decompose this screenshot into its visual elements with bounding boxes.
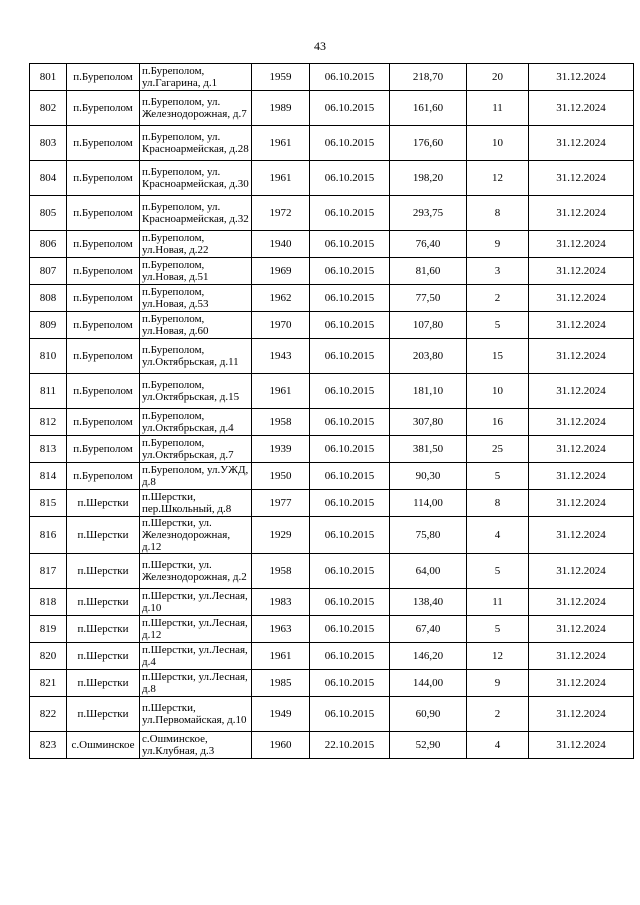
residents-count-cell: 4 bbox=[467, 732, 529, 759]
build-year-cell: 1969 bbox=[252, 258, 310, 285]
deadline-cell: 31.12.2024 bbox=[529, 490, 634, 517]
date-cell: 06.10.2015 bbox=[310, 670, 390, 697]
residents-count-cell: 3 bbox=[467, 258, 529, 285]
row-number-cell: 818 bbox=[30, 589, 67, 616]
date-cell: 06.10.2015 bbox=[310, 490, 390, 517]
area-cell: 52,90 bbox=[390, 732, 467, 759]
row-number-cell: 809 bbox=[30, 312, 67, 339]
date-cell: 06.10.2015 bbox=[310, 517, 390, 554]
row-number-cell: 801 bbox=[30, 64, 67, 91]
area-cell: 176,60 bbox=[390, 126, 467, 161]
table-row bbox=[30, 463, 634, 490]
settlement-cell: п.Шерстки bbox=[67, 697, 140, 732]
address-cell: п.Буреполом, ул.Новая, д.51 bbox=[140, 258, 252, 285]
residents-count-cell: 5 bbox=[467, 616, 529, 643]
date-cell: 06.10.2015 bbox=[310, 126, 390, 161]
row-number-cell: 815 bbox=[30, 490, 67, 517]
row-number-cell: 806 bbox=[30, 231, 67, 258]
build-year-cell: 1958 bbox=[252, 409, 310, 436]
settlement-cell: п.Буреполом bbox=[67, 436, 140, 463]
settlement-cell: п.Шерстки bbox=[67, 643, 140, 670]
settlement-cell: п.Буреполом bbox=[67, 339, 140, 374]
area-cell: 146,20 bbox=[390, 643, 467, 670]
area-cell: 76,40 bbox=[390, 231, 467, 258]
deadline-cell: 31.12.2024 bbox=[529, 231, 634, 258]
table-row bbox=[30, 285, 634, 312]
residents-count-cell: 25 bbox=[467, 436, 529, 463]
date-cell: 22.10.2015 bbox=[310, 732, 390, 759]
residents-count-cell: 5 bbox=[467, 463, 529, 490]
residents-count-cell: 10 bbox=[467, 126, 529, 161]
row-number-cell: 807 bbox=[30, 258, 67, 285]
build-year-cell: 1983 bbox=[252, 589, 310, 616]
settlement-cell: п.Шерстки bbox=[67, 554, 140, 589]
area-cell: 77,50 bbox=[390, 285, 467, 312]
settlement-cell: п.Буреполом bbox=[67, 463, 140, 490]
area-cell: 293,75 bbox=[390, 196, 467, 231]
area-cell: 138,40 bbox=[390, 589, 467, 616]
area-cell: 107,80 bbox=[390, 312, 467, 339]
row-number-cell: 805 bbox=[30, 196, 67, 231]
settlement-cell: п.Буреполом bbox=[67, 196, 140, 231]
build-year-cell: 1985 bbox=[252, 670, 310, 697]
residents-count-cell: 5 bbox=[467, 554, 529, 589]
deadline-cell: 31.12.2024 bbox=[529, 285, 634, 312]
deadline-cell: 31.12.2024 bbox=[529, 436, 634, 463]
settlement-cell: п.Шерстки bbox=[67, 616, 140, 643]
address-cell: п.Буреполом, ул. Красноармейская, д.32 bbox=[140, 196, 252, 231]
date-cell: 06.10.2015 bbox=[310, 231, 390, 258]
table-row bbox=[30, 196, 634, 231]
deadline-cell: 31.12.2024 bbox=[529, 697, 634, 732]
settlement-cell: п.Буреполом bbox=[67, 64, 140, 91]
address-cell: п.Буреполом, ул.Октябрьская, д.4 bbox=[140, 409, 252, 436]
address-cell: п.Шерстки, ул.Лесная, д.4 bbox=[140, 643, 252, 670]
table-row bbox=[30, 554, 634, 589]
area-cell: 381,50 bbox=[390, 436, 467, 463]
table-row bbox=[30, 64, 634, 91]
area-cell: 144,00 bbox=[390, 670, 467, 697]
table-row bbox=[30, 231, 634, 258]
deadline-cell: 31.12.2024 bbox=[529, 374, 634, 409]
residents-count-cell: 12 bbox=[467, 161, 529, 196]
row-number-cell: 808 bbox=[30, 285, 67, 312]
address-cell: п.Буреполом, ул.Октябрьская, д.11 bbox=[140, 339, 252, 374]
row-number-cell: 813 bbox=[30, 436, 67, 463]
deadline-cell: 31.12.2024 bbox=[529, 161, 634, 196]
settlement-cell: п.Шерстки bbox=[67, 589, 140, 616]
table-row bbox=[30, 643, 634, 670]
deadline-cell: 31.12.2024 bbox=[529, 643, 634, 670]
build-year-cell: 1961 bbox=[252, 374, 310, 409]
settlement-cell: п.Буреполом bbox=[67, 258, 140, 285]
address-cell: п.Буреполом, ул.Новая, д.60 bbox=[140, 312, 252, 339]
area-cell: 181,10 bbox=[390, 374, 467, 409]
date-cell: 06.10.2015 bbox=[310, 554, 390, 589]
date-cell: 06.10.2015 bbox=[310, 409, 390, 436]
date-cell: 06.10.2015 bbox=[310, 312, 390, 339]
row-number-cell: 817 bbox=[30, 554, 67, 589]
area-cell: 161,60 bbox=[390, 91, 467, 126]
date-cell: 06.10.2015 bbox=[310, 589, 390, 616]
settlement-cell: п.Буреполом bbox=[67, 374, 140, 409]
residents-count-cell: 2 bbox=[467, 697, 529, 732]
settlement-cell: п.Буреполом bbox=[67, 409, 140, 436]
area-cell: 307,80 bbox=[390, 409, 467, 436]
settlement-cell: п.Шерстки bbox=[67, 490, 140, 517]
address-cell: п.Шерстки, ул.Лесная, д.12 bbox=[140, 616, 252, 643]
date-cell: 06.10.2015 bbox=[310, 463, 390, 490]
residents-count-cell: 9 bbox=[467, 670, 529, 697]
residents-count-cell: 4 bbox=[467, 517, 529, 554]
deadline-cell: 31.12.2024 bbox=[529, 732, 634, 759]
build-year-cell: 1970 bbox=[252, 312, 310, 339]
table-row bbox=[30, 312, 634, 339]
build-year-cell: 1977 bbox=[252, 490, 310, 517]
table-row bbox=[30, 339, 634, 374]
build-year-cell: 1939 bbox=[252, 436, 310, 463]
table-row bbox=[30, 374, 634, 409]
residents-count-cell: 2 bbox=[467, 285, 529, 312]
date-cell: 06.10.2015 bbox=[310, 285, 390, 312]
deadline-cell: 31.12.2024 bbox=[529, 616, 634, 643]
date-cell: 06.10.2015 bbox=[310, 339, 390, 374]
row-number-cell: 802 bbox=[30, 91, 67, 126]
area-cell: 60,90 bbox=[390, 697, 467, 732]
address-cell: п.Шерстки, ул.Первомайская, д.10 bbox=[140, 697, 252, 732]
build-year-cell: 1949 bbox=[252, 697, 310, 732]
date-cell: 06.10.2015 bbox=[310, 374, 390, 409]
settlement-cell: п.Буреполом bbox=[67, 161, 140, 196]
deadline-cell: 31.12.2024 bbox=[529, 312, 634, 339]
table-row bbox=[30, 161, 634, 196]
build-year-cell: 1958 bbox=[252, 554, 310, 589]
address-cell: п.Буреполом, ул. Железнодорожная, д.7 bbox=[140, 91, 252, 126]
date-cell: 06.10.2015 bbox=[310, 258, 390, 285]
build-year-cell: 1950 bbox=[252, 463, 310, 490]
area-cell: 114,00 bbox=[390, 490, 467, 517]
build-year-cell: 1960 bbox=[252, 732, 310, 759]
address-cell: п.Буреполом, ул.Новая, д.53 bbox=[140, 285, 252, 312]
address-cell: п.Буреполом, ул.Октябрьская, д.15 bbox=[140, 374, 252, 409]
date-cell: 06.10.2015 bbox=[310, 91, 390, 126]
residents-count-cell: 11 bbox=[467, 91, 529, 126]
residents-count-cell: 8 bbox=[467, 196, 529, 231]
deadline-cell: 31.12.2024 bbox=[529, 91, 634, 126]
row-number-cell: 816 bbox=[30, 517, 67, 554]
build-year-cell: 1940 bbox=[252, 231, 310, 258]
table-row bbox=[30, 126, 634, 161]
deadline-cell: 31.12.2024 bbox=[529, 517, 634, 554]
address-cell: п.Буреполом, ул.Октябрьская, д.7 bbox=[140, 436, 252, 463]
table-row bbox=[30, 436, 634, 463]
deadline-cell: 31.12.2024 bbox=[529, 670, 634, 697]
area-cell: 218,70 bbox=[390, 64, 467, 91]
row-number-cell: 811 bbox=[30, 374, 67, 409]
address-cell: п.Буреполом, ул.Гагарина, д.1 bbox=[140, 64, 252, 91]
row-number-cell: 812 bbox=[30, 409, 67, 436]
date-cell: 06.10.2015 bbox=[310, 64, 390, 91]
address-cell: с.Ошминское, ул.Клубная, д.3 bbox=[140, 732, 252, 759]
row-number-cell: 814 bbox=[30, 463, 67, 490]
settlement-cell: п.Буреполом bbox=[67, 312, 140, 339]
row-number-cell: 821 bbox=[30, 670, 67, 697]
address-cell: п.Буреполом, ул. Красноармейская, д.30 bbox=[140, 161, 252, 196]
residents-count-cell: 11 bbox=[467, 589, 529, 616]
row-number-cell: 810 bbox=[30, 339, 67, 374]
settlement-cell: п.Буреполом bbox=[67, 126, 140, 161]
residents-count-cell: 20 bbox=[467, 64, 529, 91]
settlement-cell: п.Буреполом bbox=[67, 285, 140, 312]
residents-count-cell: 10 bbox=[467, 374, 529, 409]
table-row bbox=[30, 616, 634, 643]
residents-count-cell: 9 bbox=[467, 231, 529, 258]
area-cell: 198,20 bbox=[390, 161, 467, 196]
settlement-cell: с.Ошминское bbox=[67, 732, 140, 759]
table-row bbox=[30, 697, 634, 732]
date-cell: 06.10.2015 bbox=[310, 196, 390, 231]
build-year-cell: 1962 bbox=[252, 285, 310, 312]
build-year-cell: 1989 bbox=[252, 91, 310, 126]
row-number-cell: 823 bbox=[30, 732, 67, 759]
settlement-cell: п.Буреполом bbox=[67, 91, 140, 126]
row-number-cell: 819 bbox=[30, 616, 67, 643]
deadline-cell: 31.12.2024 bbox=[529, 258, 634, 285]
address-cell: п.Шерстки, ул. Железнодорожная, д.2 bbox=[140, 554, 252, 589]
deadline-cell: 31.12.2024 bbox=[529, 589, 634, 616]
address-cell: п.Шерстки, пер.Школьный, д.8 bbox=[140, 490, 252, 517]
settlement-cell: п.Шерстки bbox=[67, 670, 140, 697]
build-year-cell: 1961 bbox=[252, 126, 310, 161]
residents-count-cell: 16 bbox=[467, 409, 529, 436]
deadline-cell: 31.12.2024 bbox=[529, 463, 634, 490]
row-number-cell: 803 bbox=[30, 126, 67, 161]
date-cell: 06.10.2015 bbox=[310, 616, 390, 643]
area-cell: 64,00 bbox=[390, 554, 467, 589]
build-year-cell: 1972 bbox=[252, 196, 310, 231]
row-number-cell: 820 bbox=[30, 643, 67, 670]
table-row bbox=[30, 490, 634, 517]
area-cell: 90,30 bbox=[390, 463, 467, 490]
residents-count-cell: 12 bbox=[467, 643, 529, 670]
area-cell: 203,80 bbox=[390, 339, 467, 374]
date-cell: 06.10.2015 bbox=[310, 643, 390, 670]
build-year-cell: 1959 bbox=[252, 64, 310, 91]
row-number-cell: 822 bbox=[30, 697, 67, 732]
page-number: 43 bbox=[314, 39, 326, 53]
deadline-cell: 31.12.2024 bbox=[529, 126, 634, 161]
settlement-cell: п.Буреполом bbox=[67, 231, 140, 258]
settlement-cell: п.Шерстки bbox=[67, 517, 140, 554]
table-row bbox=[30, 732, 634, 759]
address-cell: п.Буреполом, ул. Красноармейская, д.28 bbox=[140, 126, 252, 161]
address-cell: п.Шерстки, ул. Железнодорожная, д.12 bbox=[140, 517, 252, 554]
table-row bbox=[30, 589, 634, 616]
address-cell: п.Буреполом, ул.УЖД, д.8 bbox=[140, 463, 252, 490]
build-year-cell: 1929 bbox=[252, 517, 310, 554]
deadline-cell: 31.12.2024 bbox=[529, 64, 634, 91]
build-year-cell: 1963 bbox=[252, 616, 310, 643]
residents-count-cell: 8 bbox=[467, 490, 529, 517]
area-cell: 75,80 bbox=[390, 517, 467, 554]
table-row bbox=[30, 258, 634, 285]
build-year-cell: 1961 bbox=[252, 161, 310, 196]
table-row bbox=[30, 670, 634, 697]
table-row bbox=[30, 409, 634, 436]
deadline-cell: 31.12.2024 bbox=[529, 339, 634, 374]
build-year-cell: 1943 bbox=[252, 339, 310, 374]
address-cell: п.Шерстки, ул.Лесная, д.10 bbox=[140, 589, 252, 616]
housing-register-table bbox=[29, 63, 634, 759]
date-cell: 06.10.2015 bbox=[310, 697, 390, 732]
table-row bbox=[30, 91, 634, 126]
deadline-cell: 31.12.2024 bbox=[529, 554, 634, 589]
area-cell: 67,40 bbox=[390, 616, 467, 643]
address-cell: п.Буреполом, ул.Новая, д.22 bbox=[140, 231, 252, 258]
residents-count-cell: 15 bbox=[467, 339, 529, 374]
deadline-cell: 31.12.2024 bbox=[529, 196, 634, 231]
table-row bbox=[30, 517, 634, 554]
residents-count-cell: 5 bbox=[467, 312, 529, 339]
deadline-cell: 31.12.2024 bbox=[529, 409, 634, 436]
row-number-cell: 804 bbox=[30, 161, 67, 196]
date-cell: 06.10.2015 bbox=[310, 161, 390, 196]
area-cell: 81,60 bbox=[390, 258, 467, 285]
date-cell: 06.10.2015 bbox=[310, 436, 390, 463]
address-cell: п.Шерстки, ул.Лесная, д.8 bbox=[140, 670, 252, 697]
build-year-cell: 1961 bbox=[252, 643, 310, 670]
